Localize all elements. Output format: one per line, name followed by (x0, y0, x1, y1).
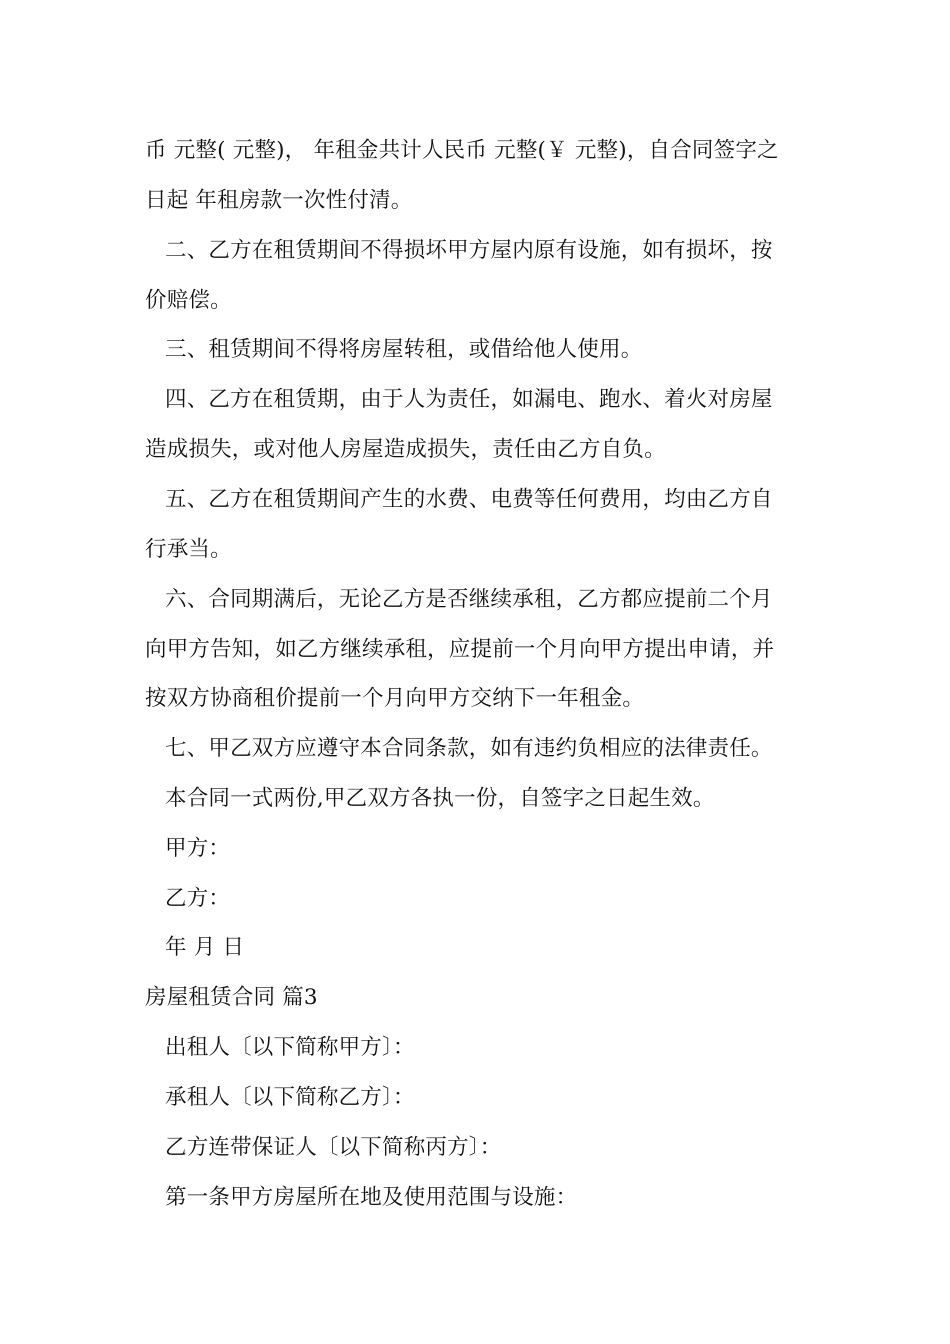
text-line: 二、乙方在租赁期间不得损坏甲方屋内原有设施，如有损坏，按 (165, 238, 773, 263)
text-line: 三、租赁期间不得将房屋转租，或借给他人使用。 (165, 337, 643, 362)
text-line: 日起 年租房款一次性付清。 (145, 188, 413, 213)
signature-party-a: 甲方： (165, 836, 231, 861)
text-line: 价赔偿。 (145, 288, 232, 313)
text-line: 本合同一式两份,甲乙双方各执一份，自签字之日起生效。 (165, 786, 715, 811)
text-line: 行承当。 (145, 537, 232, 562)
text-line: 承租人〔以下简称乙方〕： (165, 1085, 415, 1110)
signature-party-b: 乙方： (165, 886, 231, 911)
signature-date: 年 月 日 (165, 935, 245, 960)
text-line: 造成损失，或对他人房屋造成损失，责任由乙方自负。 (145, 437, 666, 462)
text-line: 第一条甲方房屋所在地及使用范围与设施： (165, 1185, 578, 1210)
text-line: 七、甲乙双方应遵守本合同条款，如有违约负相应的法律责任。 (165, 736, 773, 761)
text-line: 向甲方告知，如乙方继续承租，应提前一个月向甲方提出申请，并 (145, 637, 775, 662)
text-line: 出租人〔以下简称甲方〕： (165, 1035, 415, 1060)
text-line: 六、合同期满后，无论乙方是否继续承租，乙方都应提前二个月 (165, 587, 773, 612)
text-line: 四、乙方在租赁期，由于人为责任，如漏电、跑水、着火对房屋 (165, 387, 773, 412)
text-line: 按双方协商租价提前一个月向甲方交纳下一年租金。 (145, 686, 645, 711)
text-line: 币 元整( 元整)， 年租金共计人民币 元整(￥ 元整)，自合同签字之 (145, 138, 779, 163)
section-heading: 房屋租赁合同 篇3 (145, 985, 318, 1010)
text-line: 乙方连带保证人〔以下简称丙方〕： (165, 1135, 502, 1160)
text-line: 五、乙方在租赁期间产生的水费、电费等任何费用，均由乙方自 (165, 487, 773, 512)
